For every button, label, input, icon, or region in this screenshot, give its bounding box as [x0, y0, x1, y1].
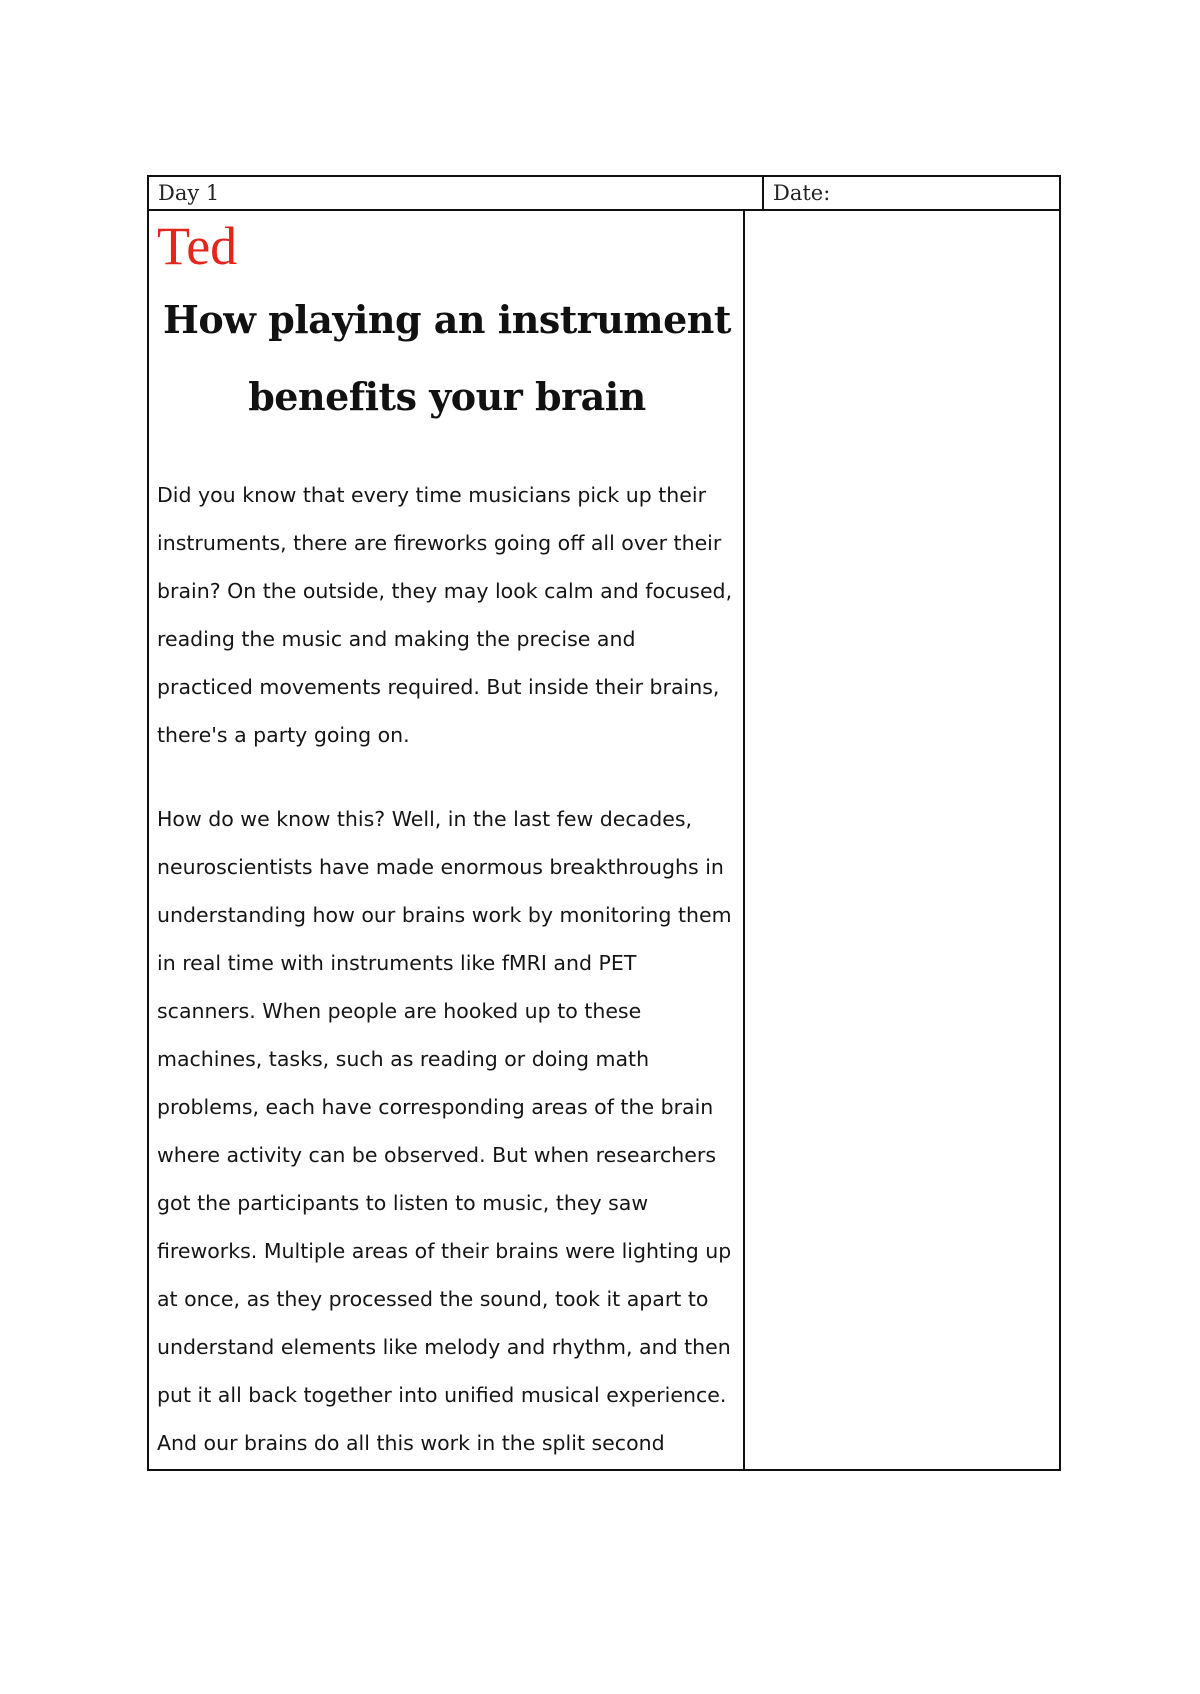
header-divider [762, 177, 764, 209]
article-title-line-1: How playing an instrument [163, 297, 731, 342]
article-column [157, 209, 737, 1471]
article-title [157, 281, 737, 435]
day-label: Day 1 [158, 181, 220, 205]
article-title-line-2: benefits your brain [248, 374, 646, 419]
worksheet-table [147, 175, 1061, 1471]
ted-brand-text: Ted [157, 216, 238, 276]
header-row [149, 177, 1059, 211]
date-label: Date: [773, 181, 831, 205]
article-paragraph-2: How do we know this? Well, in the last few decades, neuroscientists have made enormous breakthroughs in understanding how our brains work by monitoring them in real time with instruments like fMRI and PET scanners. When people are hooked up to these machines, tasks, such as reading or doing math problems, each have corresponding areas of the brain where activity can be observed. But when researchers got the participants to listen to music, they saw fireworks. Multiple areas of their brains were lighting up at once, as they processed the sound, took it apart to understand elements like melody and rhythm, and then put it all back together into unified musical experience. And our brains do all this work in the split second [157, 807, 732, 1455]
notes-column [745, 209, 1061, 1471]
article-paragraph-1: Did you know that every time musicians pick up their instruments, there are fireworks going off all over their brain? On the outside, they may look calm and focused, reading the music and making the precise and practiced movements required. But inside their brains, there's a party going on. [157, 483, 733, 747]
